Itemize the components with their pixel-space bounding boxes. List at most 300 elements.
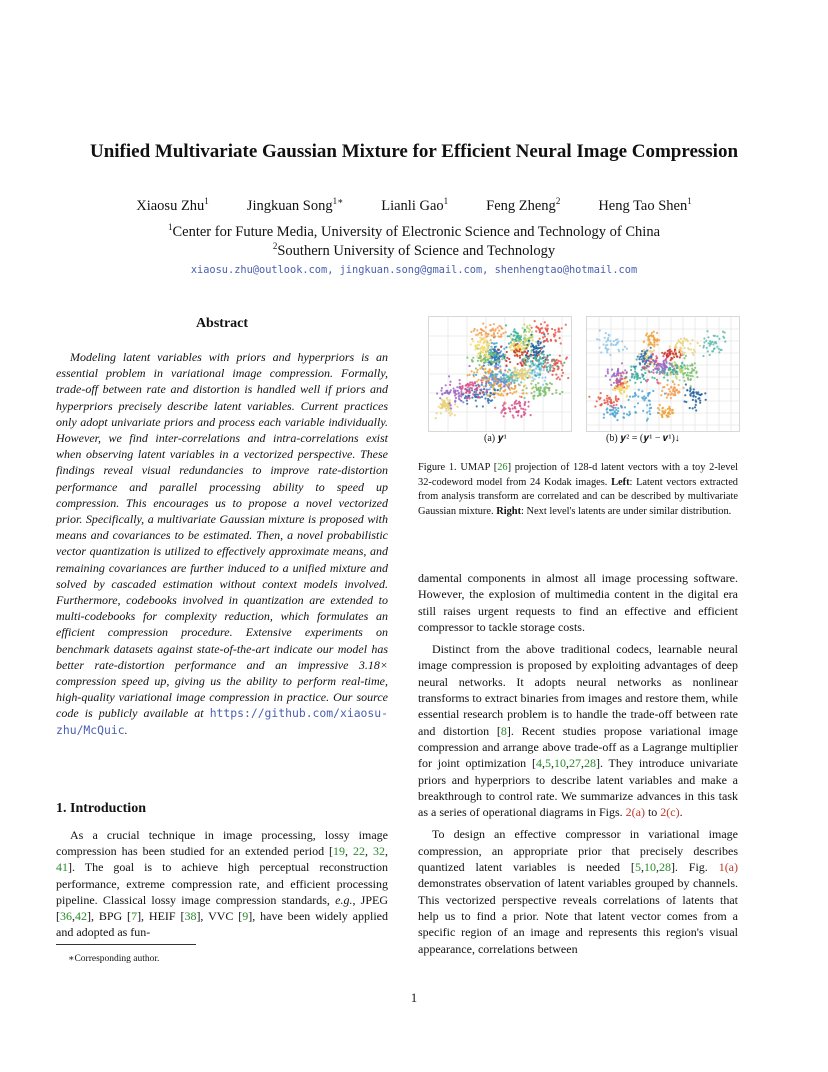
scatter-point [658,409,660,411]
scatter-point [516,355,518,357]
citation-link[interactable]: 28 [583,756,596,771]
scatter-point [649,403,651,405]
scatter-point [479,389,481,391]
scatter-point [543,354,545,356]
scatter-point [487,359,489,361]
citation-link[interactable]: 10 [553,756,566,771]
scatter-point [608,398,610,400]
scatter-point [638,358,640,360]
scatter-point [531,370,533,372]
scatter-point [554,334,556,336]
scatter-point [623,372,625,374]
author: Xiaosu Zhu$^1$ [136,196,209,214]
scatter-point [492,393,494,395]
scatter-point [523,414,525,416]
scatter-point [485,382,487,384]
scatter-point [613,415,615,417]
scatter-point [492,329,494,331]
scatter-point [494,336,496,338]
scatter-point [501,327,503,329]
scatter-point [551,328,553,330]
scatter-point [656,338,658,340]
citation-link[interactable]: 27 [568,756,581,771]
scatter-point [545,340,547,342]
scatter-point [666,374,668,376]
citation-link[interactable]: 19 [333,844,346,859]
scatter-point [513,375,515,377]
scatter-point [625,376,627,378]
scatter-point [675,371,677,373]
scatter-point [506,351,508,353]
scatter-point [621,378,623,380]
scatter-point [544,321,546,323]
scatter-point [634,382,636,384]
scatter-point [535,350,537,352]
scatter-point [673,368,675,370]
scatter-point [540,348,542,350]
scatter-point [617,370,619,372]
scatter-point [611,369,613,371]
scatter-point [600,351,602,353]
scatter-point [617,368,619,370]
scatter-point [670,374,672,376]
scatter-point [543,395,545,397]
scatter-point [534,374,536,376]
scatter-point [674,361,676,363]
scatter-point [471,338,473,340]
scatter-point [516,335,518,337]
scatter-point [498,349,500,351]
scatter-point [616,412,618,414]
scatter-point [694,367,696,369]
source-code-link[interactable]: https://github.com/xiaosu-zhu/McQuic [56,706,388,737]
scatter-point [538,328,540,330]
scatter-point [522,351,524,353]
scatter-point [603,417,605,419]
scatter-point [672,373,674,375]
scatter-point [607,403,609,405]
scatter-point [489,324,491,326]
scatter-point [643,341,645,343]
scatter-point [629,396,631,398]
scatter-point [653,337,655,339]
scatter-point [533,398,535,400]
scatter-point [544,327,546,329]
scatter-point [559,337,561,339]
scatter-point [476,329,478,331]
scatter-point [503,415,505,417]
scatter-point [615,409,617,411]
scatter-point [468,385,470,387]
scatter-point [500,372,502,374]
scatter-point [493,383,495,385]
scatter-point [665,360,667,362]
scatter-point [646,350,648,352]
scatter-point [554,360,556,362]
scatter-point [670,386,672,388]
scatter-point [652,390,654,392]
scatter-point [651,335,653,337]
citation-link[interactable]: 10 [643,860,656,875]
scatter-point [617,349,619,351]
scatter-point [462,385,464,387]
scatter-point [674,354,676,356]
scatter-point [490,339,492,341]
scatter-point [656,344,658,346]
scatter-point [661,370,663,372]
scatter-point [626,413,628,415]
scatter-point [649,363,651,365]
scatter-point [513,416,515,418]
scatter-point [600,404,602,406]
scatter-point [668,354,670,356]
scatter-point [509,369,511,371]
scatter-point [523,323,525,325]
scatter-point [663,360,665,362]
scatter-point [517,377,519,379]
scatter-point [661,366,663,368]
scatter-point [682,387,684,389]
scatter-plot-b [587,317,739,431]
scatter-point [502,405,504,407]
figure-ref-link[interactable]: 2(a) [625,805,645,820]
scatter-point [529,372,531,374]
scatter-point [527,370,529,372]
scatter-point [509,389,511,391]
citation-link[interactable]: 8 [500,723,507,738]
scatter-point [688,348,690,350]
scatter-point [456,406,458,408]
scatter-point [608,335,610,337]
author: Lianli Gao$^1$ [381,196,449,214]
scatter-point [544,376,546,378]
scatter-point [458,392,460,394]
scatter-point [438,406,440,408]
citation-link[interactable]: 7 [131,909,138,924]
scatter-point [491,375,493,377]
scatter-point [533,364,535,366]
scatter-point [548,389,550,391]
scatter-point [712,343,714,345]
scatter-point [500,333,502,335]
scatter-point [614,410,616,412]
figure-ref-link[interactable]: 2(c) [660,805,680,820]
scatter-point [530,383,532,385]
scatter-point [536,353,538,355]
scatter-point [718,338,720,340]
scatter-point [493,349,495,351]
citation-link[interactable]: 4 [535,756,542,771]
scatter-point [702,355,704,357]
scatter-point [518,374,520,376]
scatter-point [472,383,474,385]
scatter-point [540,363,542,365]
citation-link[interactable]: 41 [56,860,68,875]
scatter-point [631,373,633,375]
scatter-point [517,346,519,348]
scatter-point [554,364,556,366]
scatter-point [619,377,621,379]
scatter-point [642,367,644,369]
scatter-point [646,411,648,413]
scatter-point [549,364,551,366]
scatter-point [609,405,611,407]
scatter-point [626,396,628,398]
scatter-point [455,393,457,395]
citation-link[interactable]: 5 [634,860,641,875]
scatter-point [692,354,694,356]
scatter-point [618,381,620,383]
scatter-point [634,370,636,372]
scatter-point [610,343,612,345]
scatter-point [479,332,481,334]
scatter-point [666,384,668,386]
scatter-point [695,409,697,411]
scatter-point [445,410,447,412]
scatter-point [505,324,507,326]
scatter-point [662,368,664,370]
scatter-point [643,395,645,397]
scatter-point [650,371,652,373]
scatter-point [606,351,608,353]
scatter-point [619,388,621,390]
scatter-point [707,350,709,352]
scatter-point [488,379,490,381]
scatter-point [483,349,485,351]
scatter-point [475,400,477,402]
scatter-point [471,397,473,399]
scatter-point [496,380,498,382]
scatter-point [477,369,479,371]
scatter-point [509,410,511,412]
scatter-point [673,394,675,396]
scatter-point [469,397,471,399]
scatter-point [485,372,487,374]
scatter-point [555,340,557,342]
scatter-point [616,342,618,344]
scatter-point [477,344,479,346]
citation-link[interactable]: 42 [75,909,87,924]
citation-link[interactable]: 5 [544,756,551,771]
scatter-point [682,340,684,342]
scatter-point [605,332,607,334]
scatter-point [474,348,476,350]
scatter-point [498,356,500,358]
scatter-point [551,359,553,361]
scatter-point [619,391,621,393]
scatter-point [644,360,646,362]
scatter-point [461,393,463,395]
scatter-point [654,377,656,379]
scatter-point [480,379,482,381]
scatter-point [642,374,644,376]
scatter-point [506,357,508,359]
scatter-point [639,377,641,379]
scatter-point [692,407,694,409]
scatter-point [440,390,442,392]
scatter-point [597,396,599,398]
scatter-point [609,340,611,342]
citation-link[interactable]: 22 [353,844,366,859]
scatter-point [607,401,609,403]
scatter-point [538,368,540,370]
scatter-point [544,380,546,382]
citation-link[interactable]: 26 [497,462,508,473]
scatter-point [491,334,493,336]
scatter-point [494,378,496,380]
scatter-point [535,359,537,361]
scatter-point [485,391,487,393]
scatter-point [643,349,645,351]
scatter-point [441,407,443,409]
scatter-point [477,394,479,396]
scatter-point [491,347,493,349]
scatter-point [616,419,618,421]
scatter-point [518,401,520,403]
scatter-point [516,403,518,405]
scatter-point [546,369,548,371]
scatter-point [669,390,671,392]
scatter-point [513,340,515,342]
scatter-point [496,354,498,356]
scatter-point [525,356,527,358]
scatter-point [718,351,720,353]
scatter-point [532,339,534,341]
scatter-point [537,395,539,397]
citation-link[interactable]: 32 [373,844,386,859]
scatter-point [653,350,655,352]
scatter-point [509,346,511,348]
citation-link[interactable]: 28 [658,860,671,875]
scatter-point [511,372,513,374]
scatter-point [561,375,563,377]
scatter-point [470,343,472,345]
scatter-point [476,381,478,383]
scatter-point [450,404,452,406]
scatter-point [666,356,668,358]
scatter-point [668,406,670,408]
scatter-point [622,349,624,351]
scatter-point [679,370,681,372]
scatter-point [519,348,521,350]
scatter-point [662,355,664,357]
scatter-point [543,360,545,362]
scatter-point [675,376,677,378]
scatter-point [539,389,541,391]
scatter-point [561,391,563,393]
scatter-point [441,393,443,395]
scatter-point [612,389,614,391]
scatter-point [634,395,636,397]
scatter-point [665,409,667,411]
scatter-point [482,379,484,381]
scatter-point [641,350,643,352]
scatter-point [488,388,490,390]
scatter-point [494,407,496,409]
citation-link[interactable]: 9 [242,909,249,924]
scatter-point [710,341,712,343]
scatter-point [691,339,693,341]
scatter-point [542,363,544,365]
scatter-point [674,383,676,385]
scatter-point [504,390,506,392]
scatter-point [497,389,499,391]
scatter-point [634,392,636,394]
scatter-point [498,378,500,380]
author-emails[interactable]: xiaosu.zhu@outlook.com, jingkuan.song@gmail.com, shenhengtao@hotmail.com [190,264,638,276]
scatter-point [657,363,659,365]
scatter-point [537,342,539,344]
scatter-point [538,351,540,353]
scatter-point [545,363,547,365]
scatter-point [507,371,509,373]
author-list [0,196,828,215]
scatter-point [487,347,489,349]
scatter-point [656,340,658,342]
scatter-point [462,401,464,403]
scatter-point [479,339,481,341]
scatter-point [687,340,689,342]
scatter-point [607,348,609,350]
scatter-point [471,370,473,372]
scatter-point [652,365,654,367]
citation-link[interactable]: 36 [60,909,72,924]
scatter-point [621,340,623,342]
scatter-point [513,328,515,330]
scatter-point [520,415,522,417]
scatter-point [483,388,485,390]
scatter-point [483,365,485,367]
scatter-point [473,372,475,374]
scatter-point [481,396,483,398]
scatter-point [471,389,473,391]
scatter-point [524,373,526,375]
scatter-point [444,392,446,394]
scatter-point [695,372,697,374]
scatter-point [549,354,551,356]
scatter-point [449,391,451,393]
scatter-point [556,359,558,361]
scatter-point [514,355,516,357]
scatter-point [602,343,604,345]
scatter-point [476,387,478,389]
scatter-point [562,364,564,366]
scatter-point [686,374,688,376]
scatter-point [650,347,652,349]
scatter-point [522,392,524,394]
scatter-point [531,349,533,351]
scatter-point [694,406,696,408]
scatter-point [707,336,709,338]
scatter-point [481,382,483,384]
scatter-point [672,381,674,383]
scatter-point [656,332,658,334]
scatter-point [531,336,533,338]
scatter-point [515,349,517,351]
scatter-point [517,363,519,365]
scatter-point [456,386,458,388]
figure-ref-link[interactable]: 1(a) [718,860,739,875]
scatter-point [661,390,663,392]
scatter-point [526,344,528,346]
scatter-point [498,361,500,363]
citation-link[interactable]: 38 [184,909,197,924]
scatter-point [651,351,653,353]
scatter-point [606,344,608,346]
scatter-point [511,388,513,390]
scatter-point [513,370,515,372]
scatter-point [524,404,526,406]
